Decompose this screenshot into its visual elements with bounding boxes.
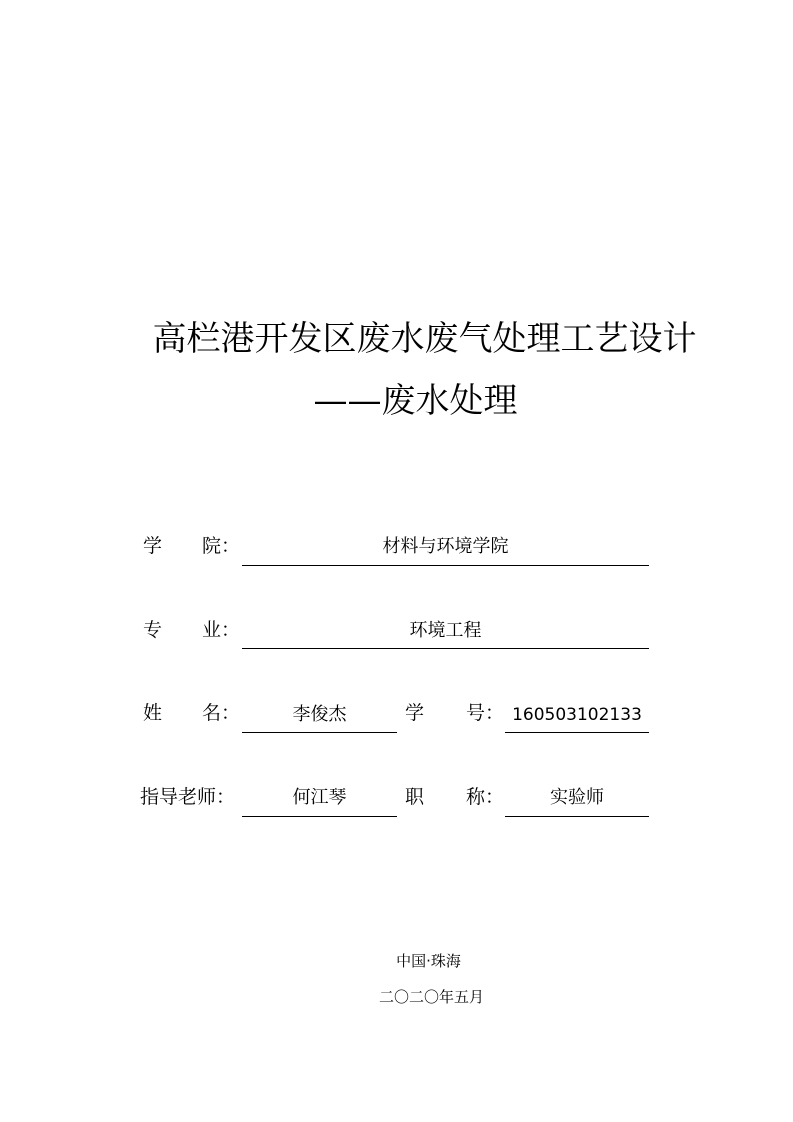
advisor-value: 何江琴 xyxy=(292,787,347,808)
college-label-first: 学 xyxy=(143,535,163,557)
student-id-value: 160503102133 xyxy=(512,705,642,725)
student-id-label-second: 号： xyxy=(466,702,505,724)
major-underline xyxy=(242,648,649,649)
name-label-first: 姓 xyxy=(143,702,163,724)
major-label-second: 业： xyxy=(202,619,241,641)
advisor-label: 指导老师： xyxy=(140,786,236,808)
college-value: 材料与环境学院 xyxy=(382,536,509,557)
college-underline xyxy=(242,565,649,566)
document-title: 高栏港开发区废水废气处理工艺设计 xyxy=(152,319,697,359)
major-value: 环境工程 xyxy=(409,620,482,641)
name-label-second: 名： xyxy=(202,702,241,724)
student-id-label-first: 学 xyxy=(405,702,425,724)
name-underline xyxy=(242,732,397,733)
footer-date: 二〇二〇年五月 xyxy=(378,988,484,1006)
college-label-second: 院： xyxy=(202,535,241,557)
position-underline xyxy=(505,816,649,817)
footer-place: 中国·珠海 xyxy=(396,952,461,970)
name-value: 李俊杰 xyxy=(292,704,347,725)
position-value: 实验师 xyxy=(550,787,604,808)
document-subtitle: ——废水处理 xyxy=(313,381,518,421)
student-id-underline xyxy=(505,732,649,733)
position-label-first: 职 xyxy=(405,786,425,808)
advisor-underline xyxy=(242,816,397,817)
major-label-first: 专 xyxy=(143,619,163,641)
position-label-second: 称： xyxy=(466,786,505,808)
